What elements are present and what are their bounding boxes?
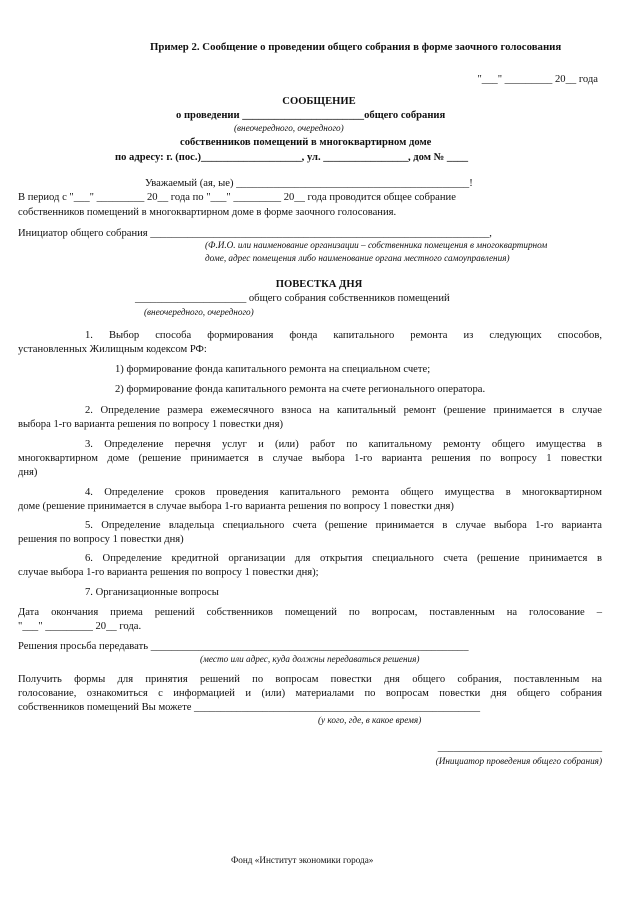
agenda-item-2-line-1: 2. Определение размера ежемесячного взноса на капитальный ремонт (решение принимается в случае — [85, 405, 602, 416]
agenda-item-5-line-2: решения по вопросу 1 повестки дня) — [18, 534, 184, 545]
agenda-item-6-line-2: случае выбора 1-го варианта решения по вопросу 1 повестки дня); — [18, 567, 319, 578]
forms-line-2: голосование, ознакомиться с информацией и (или) материалами по вопросам повестки дня общего собрания — [18, 688, 602, 699]
agenda-item-1-line-1: 1. Выбор способа формирования фонда капитального ремонта из следующих способов, — [85, 330, 602, 341]
signature-line: _______________________________ — [437, 742, 602, 753]
agenda-subtitle: _____________________ общего собрания собственников помещений — [135, 293, 450, 304]
agenda-item-5-line-1: 5. Определение владельца специального счета (решение принимается в случае выбора 1-го варианта — [85, 520, 602, 531]
greeting-line: Уважаемый (ая, ые) ____________________________________________! — [145, 178, 473, 189]
forms-hint: (у кого, где, в какое время) — [318, 715, 422, 725]
agenda-item-6-line-1: 6. Определение кредитной организации для открытия специального счета (решение принимается в — [85, 553, 602, 564]
meeting-type-hint: (внеочередного, очередного) — [234, 123, 344, 133]
agenda-item-3-line-1: 3. Определение перечня услуг и (или) работ по капитальному ремонту общего имущества в — [85, 439, 602, 450]
forms-line-1: Получить формы для принятия решений по вопросам повестки дня общего собрания, поставленным на — [18, 674, 602, 685]
meeting-type-line: о проведении _______________________общего собрания — [176, 110, 446, 121]
deadline-line-1: Дата окончания приема решений собственников помещений по вопросам, поставленным на голосование – — [18, 607, 602, 618]
agenda-item-2-line-2: выбора 1-го варианта решения по вопросу 1 повестки дня) — [18, 419, 283, 430]
example-title: Пример 2. Сообщение о проведении общего собрания в форме заочного голосования — [150, 41, 562, 53]
agenda-item-1-option-2: 2) формирование фонда капитального ремонта на счете регионального оператора. — [115, 384, 486, 395]
signature-hint: (Инициатор проведения общего собрания) — [435, 756, 602, 766]
agenda-title: ПОВЕСТКА ДНЯ — [275, 279, 363, 290]
deadline-line-2: "___" _________ 20__ года. — [18, 621, 142, 632]
initiator-hint-2: доме, адрес помещения либо наименование органа местного самоуправления) — [205, 253, 510, 263]
initiator-hint-1: (Ф.И.О. или наименование организации – собственника помещения в многоквартирном — [205, 240, 548, 250]
agenda-item-1-option-1: 1) формирование фонда капитального ремонта на специальном счете; — [115, 364, 431, 375]
send-line: Решения просьба передавать ____________________________________________________________ — [18, 641, 469, 652]
agenda-item-4-line-1: 4. Определение сроков проведения капитального ремонта общего имущества в многоквартирном — [85, 487, 602, 498]
period-line-1: В период с "___" _________ 20__ года по "___" _________ 20__ года проводится общее собрание — [18, 192, 456, 203]
agenda-item-1-line-2: установленных Жилищным кодексом РФ: — [18, 344, 207, 355]
send-hint: (место или адрес, куда должны передаваться решения) — [200, 654, 420, 664]
date-line: "___" _________ 20__ года — [477, 74, 598, 85]
agenda-item-4-line-2: доме (решение принимается в случае выбора 1-го варианта решения по вопросу 1 повестки дня) — [18, 501, 454, 512]
initiator-line: Инициатор общего собрания ________________________________________________________________, — [18, 228, 492, 239]
agenda-item-3-line-3: дня) — [18, 467, 38, 478]
agenda-item-3-line-2: многоквартирном доме (решение принимается в случае выбора 1-го варианта решения по вопросу 1 повестки — [18, 453, 602, 464]
address-line: по адресу: г. (пос.)___________________, ул. ________________, дом № ____ — [115, 152, 469, 163]
period-line-2: собственников помещений в многоквартирном доме в форме заочного голосования. — [18, 207, 397, 218]
owners-line: собственников помещений в многоквартирном доме — [180, 137, 432, 148]
message-title: СООБЩЕНИЕ — [282, 96, 356, 107]
agenda-subtitle-hint: (внеочередного, очередного) — [144, 307, 254, 317]
footer-text: Фонд «Институт экономики города» — [231, 855, 374, 865]
agenda-item-7: 7. Организационные вопросы — [85, 587, 219, 598]
forms-line-3: собственников помещений Вы можете ______________________________________________________ — [18, 702, 481, 713]
